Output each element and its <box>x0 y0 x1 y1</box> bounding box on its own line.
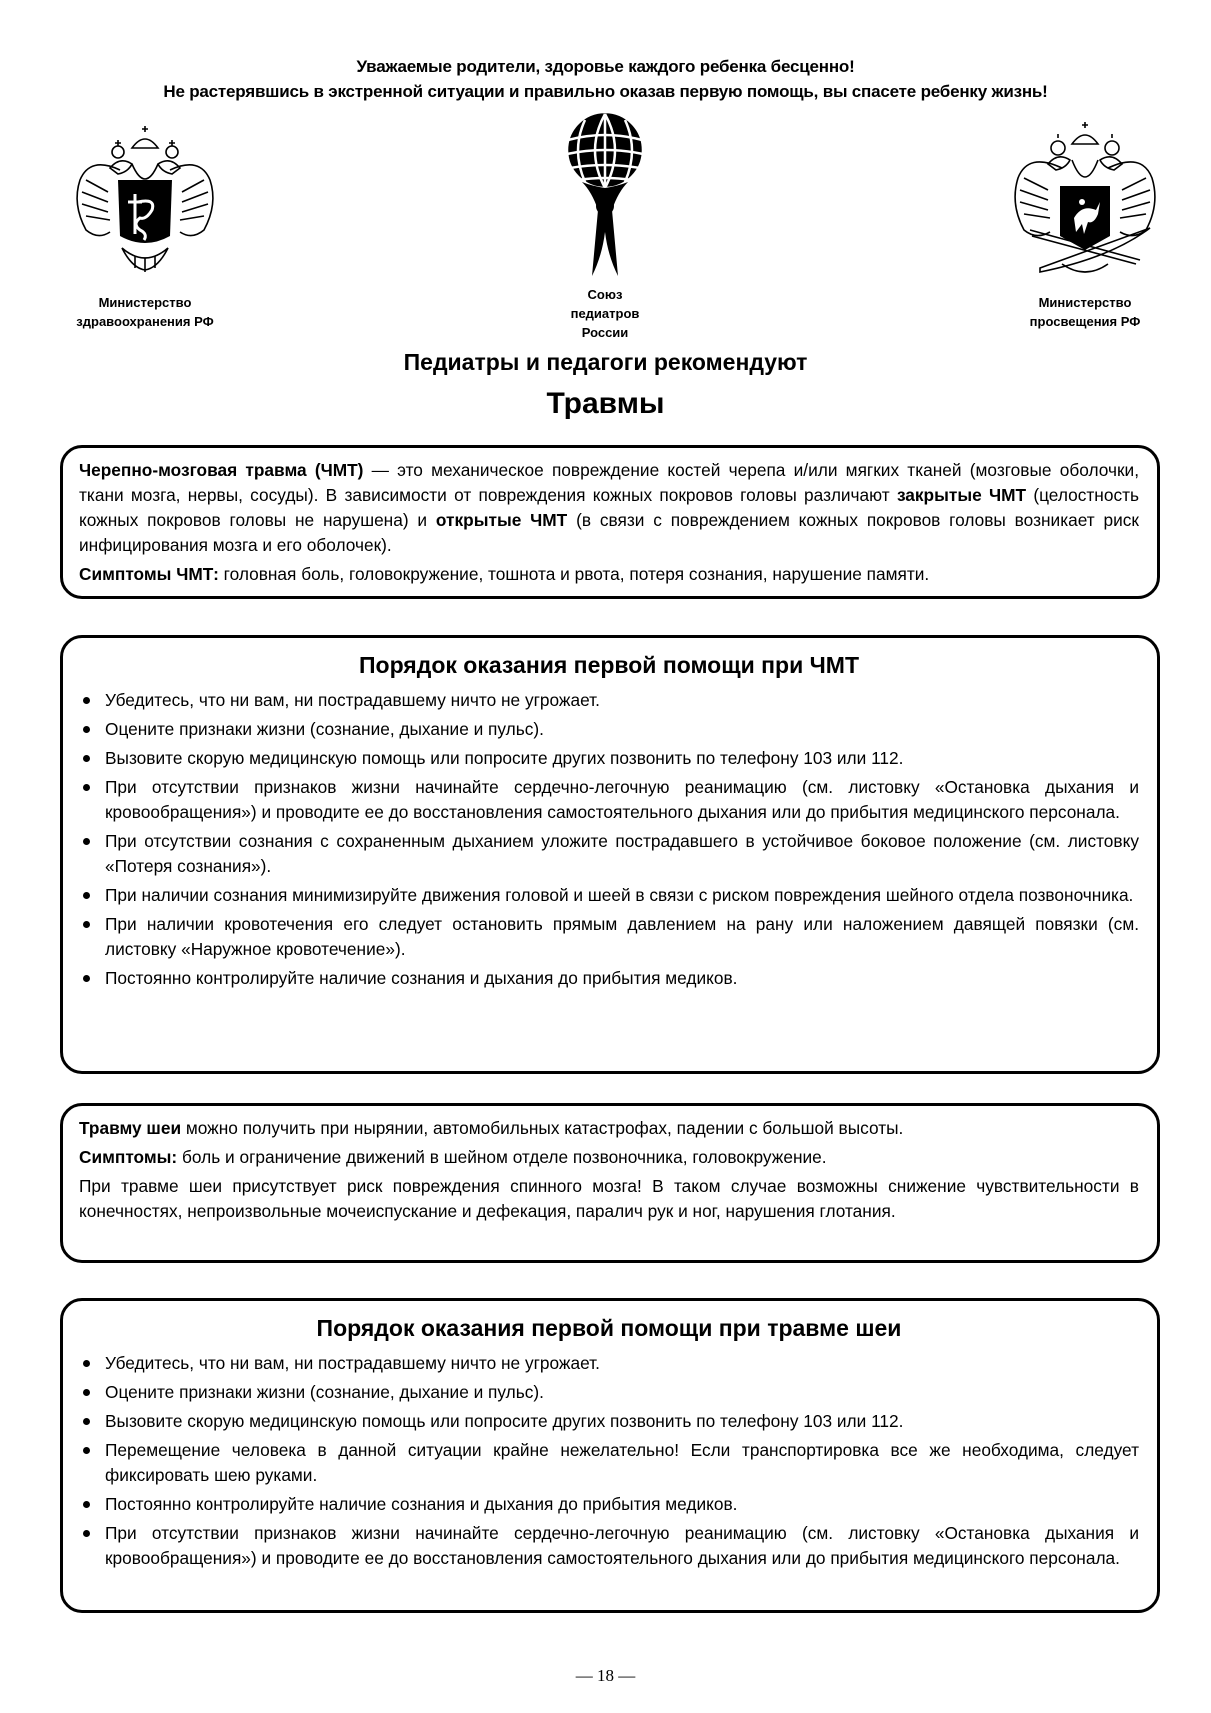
ministry-education-logo <box>985 118 1185 331</box>
list-item: При отсутствии признаков жизни начинайте сердечно-легочную реанимацию (см. листовку «Остановка дыхания и кровообращения») и проводите ее до восстановления самостоятельного дыхания или до прибытия медицинского персонала. <box>79 775 1139 825</box>
left-logo-caption-line-1: Министерство <box>98 295 192 310</box>
list-item: Перемещение человека в данной ситуации крайне нежелательно! Если транспортировка все же необходима, следует фиксировать шею руками. <box>79 1438 1139 1488</box>
list-item: Убедитесь, что ни вам, ни пострадавшему ничто не угрожает. <box>79 688 1139 713</box>
page-title: Травмы <box>546 387 665 420</box>
center-logo-caption-line-3: России <box>581 325 629 340</box>
tbi-symptoms-label: Симптомы ЧМТ: <box>79 564 219 584</box>
left-logo-caption-line-2: здравоохранения РФ <box>76 314 214 329</box>
list-item: Постоянно контролируйте наличие сознания и дыхания до прибытия медиков. <box>79 1492 1139 1517</box>
tbi-first-aid-box <box>60 635 1160 1074</box>
neck-injury-symptoms: Симптомы: боль и ограничение движений в шейном отделе позвоночника, головокружение. <box>79 1147 827 1167</box>
list-item: При отсутствии признаков жизни начинайте сердечно-легочную реанимацию (см. листовку «Остановка дыхания и кровообращения») и проводите ее до восстановления самостоятельного дыхания или до прибытия медицинского персонала. <box>79 1521 1139 1571</box>
page-number: — 18 — <box>575 1666 636 1685</box>
neck-injury-term: Травму шеи <box>79 1118 182 1138</box>
tbi-info-box <box>60 445 1160 599</box>
closed-tbi-term: закрытые ЧМТ <box>896 485 1027 505</box>
tbi-definition: Черепно-мозговая травма (ЧМТ) — это механическое повреждение костей черепа и/или мягких тканей (мозговые оболочки, ткани мозга, нервы, сосуды). В зависимости от повреждения кожных покровов головы различают закрытые ЧМТ (целостность кожных покровов головы не нарушена) и открытые ЧМТ (в связи с повреждением кожных покровов головы возникает риск инфицирования мозга и его оболочек). <box>79 460 1139 555</box>
right-logo-caption-line-1: Министерство <box>1038 295 1132 310</box>
list-item: Постоянно контролируйте наличие сознания и дыхания до прибытия медиков. <box>79 966 1139 991</box>
center-logo-caption-line-1: Союз <box>587 287 623 302</box>
neck-injury-info-box <box>60 1103 1160 1263</box>
open-tbi-term: открытые ЧМТ <box>435 510 568 530</box>
tbi-term: Черепно-мозговая травма (ЧМТ) <box>79 460 364 480</box>
list-item: При отсутствии сознания с сохраненным дыханием уложите пострадавшего в устойчивое боковое положение (см. листовку «Потеря сознания»). <box>79 829 1139 879</box>
neck-first-aid-box <box>60 1298 1160 1613</box>
neck-first-aid-heading: Порядок оказания первой помощи при травме шеи <box>316 1315 902 1341</box>
list-item: При наличии кровотечения его следует остановить прямым давлением на рану или наложением давящей повязки (см. листовку «Наружное кровотечение»). <box>79 912 1139 962</box>
neck-first-aid-list <box>79 1351 1139 1571</box>
list-item: Оцените признаки жизни (сознание, дыхание и пульс). <box>79 717 1139 742</box>
neck-injury-risk: При травме шеи присутствует риск повреждения спинного мозга! В таком случае возможны снижение чувствительности в конечностях, непроизвольные мочеиспускание и дефекация, паралич рук и ног, нарушения глотания. <box>79 1176 1139 1221</box>
list-item: Вызовите скорую медицинскую помощь или попросите других позвонить по телефону 103 или 112. <box>79 1409 1139 1434</box>
list-item: Оцените признаки жизни (сознание, дыхание и пульс). <box>79 1380 1139 1405</box>
intro-line-2: Не растерявшись в экстренной ситуации и правильно оказав первую помощь, вы спасете ребенку жизнь! <box>163 82 1048 101</box>
intro-line-1: Уважаемые родители, здоровье каждого ребенка бесценно! <box>356 57 855 76</box>
list-item: Убедитесь, что ни вам, ни пострадавшему ничто не угрожает. <box>79 1351 1139 1376</box>
figure-holding-globe-icon <box>560 110 650 280</box>
tbi-first-aid-heading: Порядок оказания первой помощи при ЧМТ <box>358 652 859 678</box>
tbi-first-aid-list <box>79 688 1139 991</box>
neck-symptoms-label: Симптомы: <box>79 1147 178 1167</box>
list-item: При наличии сознания минимизируйте движения головой и шеей в связи с риском повреждения шейного отдела позвоночника. <box>79 883 1139 908</box>
tbi-symptoms: Симптомы ЧМТ: головная боль, головокружение, тошнота и рвота, потеря сознания, нарушение памяти. <box>79 564 930 584</box>
list-item: Вызовите скорую медицинскую помощь или попросите других позвонить по телефону 103 или 112. <box>79 746 1139 771</box>
ministry-health-logo <box>40 118 250 331</box>
double-headed-eagle-emblem-icon <box>60 118 230 288</box>
intro-message <box>0 54 1211 104</box>
double-headed-eagle-st-george-emblem-icon <box>1000 118 1170 288</box>
right-logo-caption-line-2: просвещения РФ <box>1029 314 1141 329</box>
neck-injury-causes: Травму шеи можно получить при нырянии, автомобильных катастрофах, падении с большой высоты. <box>79 1118 904 1138</box>
page-subtitle: Педиатры и педагоги рекомендуют <box>403 349 808 375</box>
center-logo-caption-line-2: педиатров <box>570 306 640 321</box>
pediatricians-union-logo <box>535 110 675 342</box>
